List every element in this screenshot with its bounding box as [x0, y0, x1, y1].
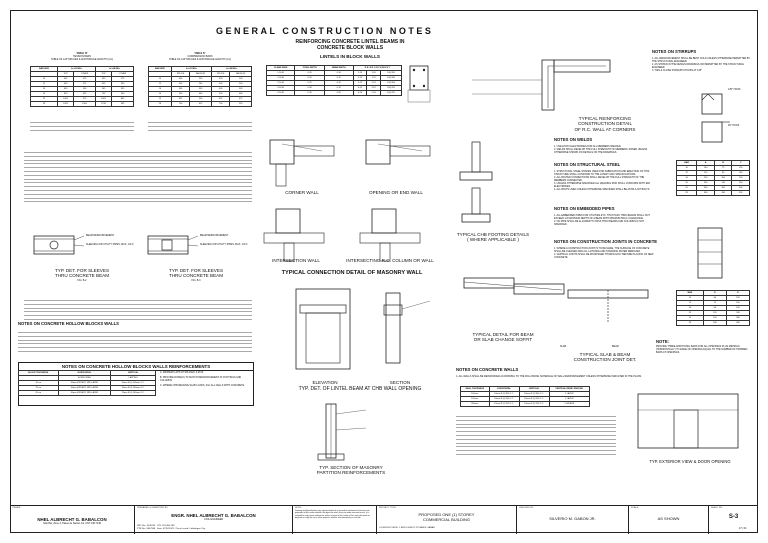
exterior-view-caption: TYP. EXTERIOR VIEW & DOOR OPENING [649, 459, 731, 464]
cw-col: VERTICAL [519, 387, 549, 392]
cw-cell: 150mm [461, 397, 490, 402]
hb-cell: 20 cm [19, 391, 59, 396]
sleeve-left-caption-1: TYP. DET. FOR SLEEVES [54, 268, 110, 273]
tb-page-count: 47 / 64 [739, 527, 747, 530]
pipes-heading: NOTES ON EMBEDDED PIPES [554, 206, 615, 211]
hb-col-thickness: BLOCK THICKNESS [19, 371, 59, 376]
wall-plan-details [262, 132, 442, 190]
table-d-title: TABLE 'D' [76, 52, 88, 55]
sleeve-detail-left [30, 232, 130, 272]
lintels-heading [270, 40, 430, 59]
table-row [19, 391, 156, 396]
joints-heading: NOTES ON CONSTRUCTION JOINTS IN CONCRETE [554, 239, 658, 244]
steel-note-3: 3. UNLESS OTHERWISE SPECIFIED ALL WELDING ROD SHALL CONFORM WITH E60 ELECTRODES. [554, 182, 650, 188]
table-e-title: TABLE 'E' [194, 52, 206, 55]
cw-cell: 2 LAYERS [549, 402, 589, 407]
tb-tin: 123-456-789 [161, 525, 175, 527]
tb-owner-name: NHEL ALBRECHT G. BABALCON [37, 517, 107, 522]
welds-note-2: 2. WELDS SHALL DEVELOP THE FULL STRENGTH OF MEMBERS JOINED UNLESS OTHERWISE SHOWN ON DETAILS ON THE DRAWINGS. [554, 148, 648, 154]
sleeve-left-fig: FIG. B-2 [77, 278, 87, 282]
table-d-header [34, 52, 130, 61]
tb-checked-name: SILVERIO M. GABON JR. [549, 516, 596, 521]
welds-heading: NOTES ON WELDS [554, 137, 593, 142]
stirrup-hook-sketches [662, 86, 752, 146]
pipes-note-2: 2. NO PIPE SHALL BE ALLOWED TO PASS THRU BEAMS AND COLUMNS IF NOT SPECIFIED. [554, 220, 645, 226]
tb-disclaimer-text: Drawing and Specification may, representation of so named as instrument of services are properties of the author whether the object for which they are made executed or not. It is unlawful for any person without the written consent of the author of this work document to duplicate or copy for use in other projects, whether executed partly or in whole. [295, 510, 370, 519]
hb-cell: 10mm Ø @ 600mm O.C. [111, 381, 156, 386]
hb-cell: 10 cm [19, 381, 59, 386]
tb-sheet-number: S-3 [728, 514, 739, 520]
tb-place: Catbalogan City [189, 527, 205, 530]
hb-cell: 10mm Ø @ 600mm O.C. [111, 386, 156, 391]
beam-soffit-caption-1: TYPICAL DETAIL FOR BEAM [472, 332, 534, 337]
slab-joint-caption [560, 352, 650, 363]
tb-tin-label: TIN: [157, 525, 162, 527]
opening-end-wall-label: OPENING OR END WALL [369, 190, 423, 195]
joints-note-1: 1. WHERE A CONSTRUCTION JOINT IS TO BE MADE, THE SURFACE OF CONCRETE SHALL BE CLEANED AND ALL LAITANCE AND STANDING WATER REMOVED. [554, 247, 650, 253]
beam-label: BEAM [612, 345, 619, 348]
table-d-caption: TABLE OF LAP SPLICES & ANCHORAGE LENGTH (mm) [50, 58, 114, 61]
cw-cell: 1 LAYER [549, 397, 589, 402]
rc-wall-corner-sketch [452, 50, 632, 116]
stirrups-note-1: 1. ALL REINFORCEMENT SHALL BE BENT COLD UNLESS OTHERWISE PERMITTED BY THE STRUCTURAL ENGINEER. [652, 57, 751, 63]
steel-heading: NOTES ON STRUCTURAL STEEL [554, 162, 621, 167]
steel-note-1: 1. STRUCTURAL STEEL SHAPES USED FOR FABRICATION AND ERECTION OF THIS STRUCTURE SHALL CONFORM TO THE LATEST AISC SPECIFICATIONS. [554, 170, 650, 176]
lintels-table: CLEAR SPAN TOTAL DEPTH BEAM WIDTH R E I N F O R C E M E N T 1.50 M 0.20 0.10 2-10 1-10 10@150 2.00 M 0.20 0.15 2-12 1-12 10@150 2.50 M 0.25 0.15 2-12 2-12 10@150 3.00 M 0.30 0.15 3-12 2-12 10@125 3.50 M 0.35 0.20 3-16 2-16 10@125 [266, 65, 402, 96]
tb-sheet-label: SHEET NO: [711, 507, 723, 509]
welds-notes [554, 145, 654, 154]
tb-disclaimer [292, 506, 376, 534]
hb-note-b: B. PROVIDE DOWELS TO MATCH REINFORCEMENT AT FOOTINGS AND COLUMNS [160, 376, 242, 382]
sleeve-right-fig: FIG. B-3 [191, 278, 201, 282]
partition-caption-2: PARTITION REINFORCEMENTS [316, 470, 386, 476]
welds-note-1: 1. USE E70XX ELECTRODES FOR ALL MEMBERS WELDED. [554, 145, 622, 148]
beam-soffit-caption-2: OR SLAB CHANGE SOFFIT [473, 337, 533, 343]
tb-sheet [708, 506, 758, 534]
pipes-notes [554, 214, 654, 226]
tb-owner [10, 506, 134, 534]
cw-cell: 12mm Ø @ 250 O.C. [489, 402, 519, 407]
sleeve-detail-right [144, 232, 244, 272]
pipes-note-1: 1. ALL EMBEDDED PIPES FOR UTILITIES ETC. THAT PASS THRU BEAMS SHALL NOT EXCEED 1/3 MAXIMUM DEPTH OF A BEAM WITH MINIMUM 50mm CLEARANCE. [554, 214, 650, 220]
tb-owner-address: Sitio Bar, Zone 3, Paseo de Santos Ca. CNT 138.7148 [43, 522, 101, 525]
cw-cell: 10mm Ø @ 300 O.C. [489, 392, 519, 397]
intersection-wall-label: INTERSECTION WALL [272, 258, 320, 263]
general-notes-block [24, 150, 252, 203]
cw-col: WALL THICKNESS [461, 387, 490, 392]
cw-cell: 1 LAYER [549, 392, 589, 397]
cw-col: VERTICAL REINF. SPACING [549, 387, 589, 392]
partition-caption-1: TYP. SECTION OF MASONRY [319, 465, 383, 470]
sleeve-right-caption-2: THRU CONCRETE BEAM [168, 273, 224, 279]
cw-cell: 10mm Ø @ 250 O.C. [519, 397, 549, 402]
tb-date-label: Date: [156, 527, 163, 530]
slab-joint-caption-1: TYPICAL SLAB & BEAM [579, 352, 631, 357]
joints-notes [554, 247, 654, 259]
column-hook-sketch [674, 222, 754, 284]
hb-note-a: A. MINIMUM LAPS AT SPLICES: 0.25 M [160, 371, 204, 374]
lintel-elevation-label: ELEVATION [312, 380, 338, 385]
corner-wall-label: CORNER WALL [285, 190, 319, 195]
cw-cell: 100mm [461, 392, 490, 397]
joints-note-2: 2. VERTICAL JOINTS SHALL BE MOISTENED THOROUGHLY BEFORE PLACING OF NEW CONCRETE. [554, 253, 654, 259]
cw-cell: 12mm Ø @ 250 O.C. [519, 402, 549, 407]
table-e-notes [148, 120, 252, 131]
tb-ptr-label: PTR No.: [137, 527, 146, 530]
tb-engineer-title: CIVIL ENGINEER [203, 518, 224, 521]
cw-cell: 10mm Ø @ 300 O.C. [519, 392, 549, 397]
hb-sub-lapping: LAPPING [111, 376, 156, 381]
table-e: BAR SIZE fc'=21 MPa fc'=28 MPa SPLICE ANCHOR SPLICE ANCHOR 10 300 220 300 200 12 300 265 300 230 16 400 350 400 305 20 500 440 500 380 25 625 550 625 475 28 700 615 700 535 [148, 66, 252, 107]
general-notes-block-2 [24, 298, 252, 321]
tb-engineer-credentials [137, 525, 287, 530]
rc-wall-caption-1: TYPICAL REINFORCING CONSTRUCTION DETAIL [577, 116, 633, 127]
cw-cell: 200mm [461, 402, 490, 407]
lintels-rebar-header: R E I N F O R C E M E N T [353, 66, 401, 71]
right-note-block [656, 340, 752, 354]
wall-intersection-details [262, 203, 442, 263]
hb-cell: 15 cm [19, 386, 59, 391]
tb-total: 64 [743, 527, 747, 530]
steel-notes [554, 170, 654, 191]
table-d: BAR SIZE fc'=21 MPa fc'=28 MPa TOP OTHER TOP OTHER 10 405 315 355 275 12 490 375 425 330 16 650 500 565 435 20 810 625 705 540 25 1265 975 1095 845 28 1420 1090 1230 945 [30, 66, 134, 107]
tb-page: 47 [739, 527, 742, 530]
tb-prc-label: PRC No.: [137, 525, 147, 527]
slab-label: SLAB [560, 345, 567, 348]
steel-note-2: 2. ALL BOLTED CONNECTIONS SHALL DEVELOP THE FULL STRENGTH OF THE MEMBERS CONNECTED. [554, 176, 645, 182]
lintel-chb-opening-sketch [290, 283, 450, 377]
lintel-section-label: SECTION [389, 380, 411, 385]
hb-cell: 12mm Ø @ 400mm O.C. [111, 391, 156, 396]
hook-dimension-table: BAR A B C 10 100 75 150 12 110 85 180 16 150 100 220 20 200 130 250 25 260 160 300 28 300 180 350 [676, 160, 750, 196]
hollow-blocks-table [18, 370, 156, 396]
chb-footing-caption-1: TYPICAL CHB FOOTING DETAILS [456, 232, 530, 237]
table-e-caption: TABLE OF LAP SPLICES & ANCHORAGE LENGTH (mm) [168, 58, 232, 61]
hb-sub-horizontal: HORIZONTAL [58, 376, 111, 381]
tb-project-label: PROJECT TITLE: [379, 507, 397, 509]
partition-caption [296, 465, 406, 476]
table-d-subtitle: TENSION BARS [73, 55, 91, 58]
lintels-heading-2: CONCRETE BLOCK WALLS [316, 44, 384, 51]
hb-note-c: C. WHERE CHB RECEIVE SLAB LOADS, FILL ALL CELLS WITH CONCRETE [160, 384, 245, 387]
tb-disclaimer-label: NOTE: [295, 507, 302, 509]
hook-135-label: 135° HOOK [728, 88, 741, 91]
tb-scale-label: SCALE: [631, 507, 639, 509]
sheet-title: GENERAL CONSTRUCTION NOTES [216, 26, 434, 36]
sleeve-right-sleeve-label: SLEEVES FOR UTILITY PIPES, MAX. 1/4 D [200, 243, 248, 246]
cw-col: HORIZONTAL [489, 387, 519, 392]
tb-ptr: 8607948 [146, 527, 156, 530]
chb-footing-sketches [452, 138, 526, 230]
tb-checked [516, 506, 628, 534]
concrete-walls-heading: NOTES ON CONCRETE WALLS [456, 367, 519, 372]
hb-cell: 10mm Ø EVERY 3RD LAYER [58, 386, 111, 391]
cw-cell: 10mm Ø @ 250 O.C. [489, 397, 519, 402]
tb-project-title-2: COMMERCIAL BUILDING [423, 517, 470, 522]
title-block [10, 505, 758, 533]
tb-location: LOCATION: PUROK 1, BRGY. BUNUT, PUTIANUS, SAMAR [379, 527, 435, 529]
tb-checked-label: CHECKED BY: [519, 507, 534, 509]
stirrups-heading: NOTES ON STIRRUPS [652, 49, 697, 54]
lintel-section-sketch [404, 62, 438, 106]
lintels-table-title: LINTELS IN BLOCK WALLS [320, 53, 380, 59]
sleeve-right-caption-1: TYP. DET. FOR SLEEVES [168, 268, 224, 273]
beam-soffit-caption [458, 332, 548, 343]
stirrups-note-2: 2. AS SHOWN IN THE DESIGN DRAWINGS OR PERMITTED BY THE STRUCTURAL ENGINEER. [652, 63, 745, 69]
bend-table: BAR D E 10 60 120 12 72 150 16 96 190 20 120 240 25 150 300 28 168 340 [676, 290, 750, 326]
tb-engineer [134, 506, 292, 534]
concrete-walls-intro: 1. ALL WALLS SHALL BE REINFORCED ACCORDING TO THE FOLLOWING SCHEDULE OF WALL REINFORCEMENT UNLESS OTHERWISE INDICATED IN THE PLANS. [456, 375, 642, 378]
chb-footing-caption [448, 232, 538, 243]
right-note-text: PROVIDE THREE ADDITIONAL BARS FOR ALL OPENINGS PLUS MIDSPAN (HORIZONTALLY) TO EDGE OF OPENING EQUAL TO THE NUMBER OF TRIMMED BARS AT OPENINGS. [656, 344, 748, 354]
rc-wall-caption-2: OF R.C. WALL AT CORNERS [574, 126, 636, 132]
exterior-view-sketch [630, 388, 750, 458]
tb-project-title: PROPOSED ONE (1) STOREY [418, 512, 475, 517]
tb-scale-value: AS SHOWN [657, 516, 680, 521]
tb-engineer-label: PREPARED & SUBMITTED BY: [137, 507, 169, 509]
stirrups-note-3: 3. TIES & CLOSE STIRRUPS HOOKS AT 135° [652, 69, 702, 72]
tb-project [376, 506, 516, 534]
hb-cell: 10mm Ø EVERY 3RD LAYER [58, 391, 111, 396]
sleeve-left-caption-2: THRU CONCRETE BEAM [54, 273, 110, 279]
hook-90-label: 90° HOOK [728, 124, 740, 127]
sleeve-left-sleeve-label: SLEEVES FOR UTILITY PIPES, MAX. 1/4 D [86, 243, 134, 246]
masonry-partition-sketch [300, 400, 440, 462]
sleeve-right-caption [142, 268, 250, 282]
tb-place-label: Place Issued: [175, 527, 189, 530]
hollow-blocks-heading: NOTES ON CONCRETE HOLLOW BLOCKS WALLS [18, 321, 119, 326]
sleeve-left-beam-label: BEAM REINFORCEMENT [86, 234, 115, 237]
lintel-chb-caption: TYP. DET. OF LINTEL BEAM AT CHB WALL OPENING [298, 386, 422, 392]
hollow-blocks-table-title: NOTES ON CONCRETE HOLLOW BLOCKS WALLS REINFORCEMENTS [19, 363, 253, 371]
concrete-walls-notes [456, 414, 616, 456]
hollow-blocks-notes [18, 330, 252, 353]
hollow-blocks-side-notes [160, 371, 252, 387]
concrete-walls-table [460, 386, 590, 407]
stirrups-notes [652, 57, 752, 72]
table-d-notes [30, 120, 134, 131]
chb-footing-caption-2: ( WHERE APPLICABLE ) [467, 237, 519, 243]
right-note-heading: NOTE: [656, 339, 670, 344]
hb-cell: 10mm Ø EVERY 3RD LAYER [58, 381, 111, 386]
steel-note-4: 4. ALL BOLTS USED UNLESS OTHERWISE SPECIFIED SHALL BE ASTM A-307 BOLTS. [554, 188, 651, 191]
tb-scale [628, 506, 708, 534]
tb-date: 07/24/2023 [162, 527, 174, 530]
slab-joint-caption-2: CONSTRUCTION JOINT DET. [573, 357, 637, 363]
sleeve-left-caption [28, 268, 136, 282]
hb-col-vertical: VERTICAL [111, 371, 156, 376]
rc-wall-caption [560, 116, 650, 132]
tb-prc: 0198745 [146, 525, 156, 527]
table-e-header [152, 52, 248, 61]
tb-owner-label: OWNER: [12, 507, 21, 509]
table-e-subtitle: COMPRESSION BARS [187, 55, 213, 58]
sleeve-right-beam-label: BEAM REINFORCEMENT [200, 234, 229, 237]
masonry-detail-title: TYPICAL CONNECTION DETAIL OF MASONRY WALL [281, 270, 423, 276]
beam-soffit-sketch [458, 270, 658, 328]
intersecting-col-label: INTERSECTING R.C. COLUMN OR WALL [346, 258, 434, 263]
lintels-heading-1: REINFORCING CONCRETE LINTEL BEAMS IN [295, 39, 405, 45]
tb-engineer-name: ENGR. NHEL ALBRECHT G. BABALCON [171, 513, 256, 518]
hb-col-horizontal: HORIZONTAL [58, 371, 111, 376]
table-row [461, 402, 590, 407]
